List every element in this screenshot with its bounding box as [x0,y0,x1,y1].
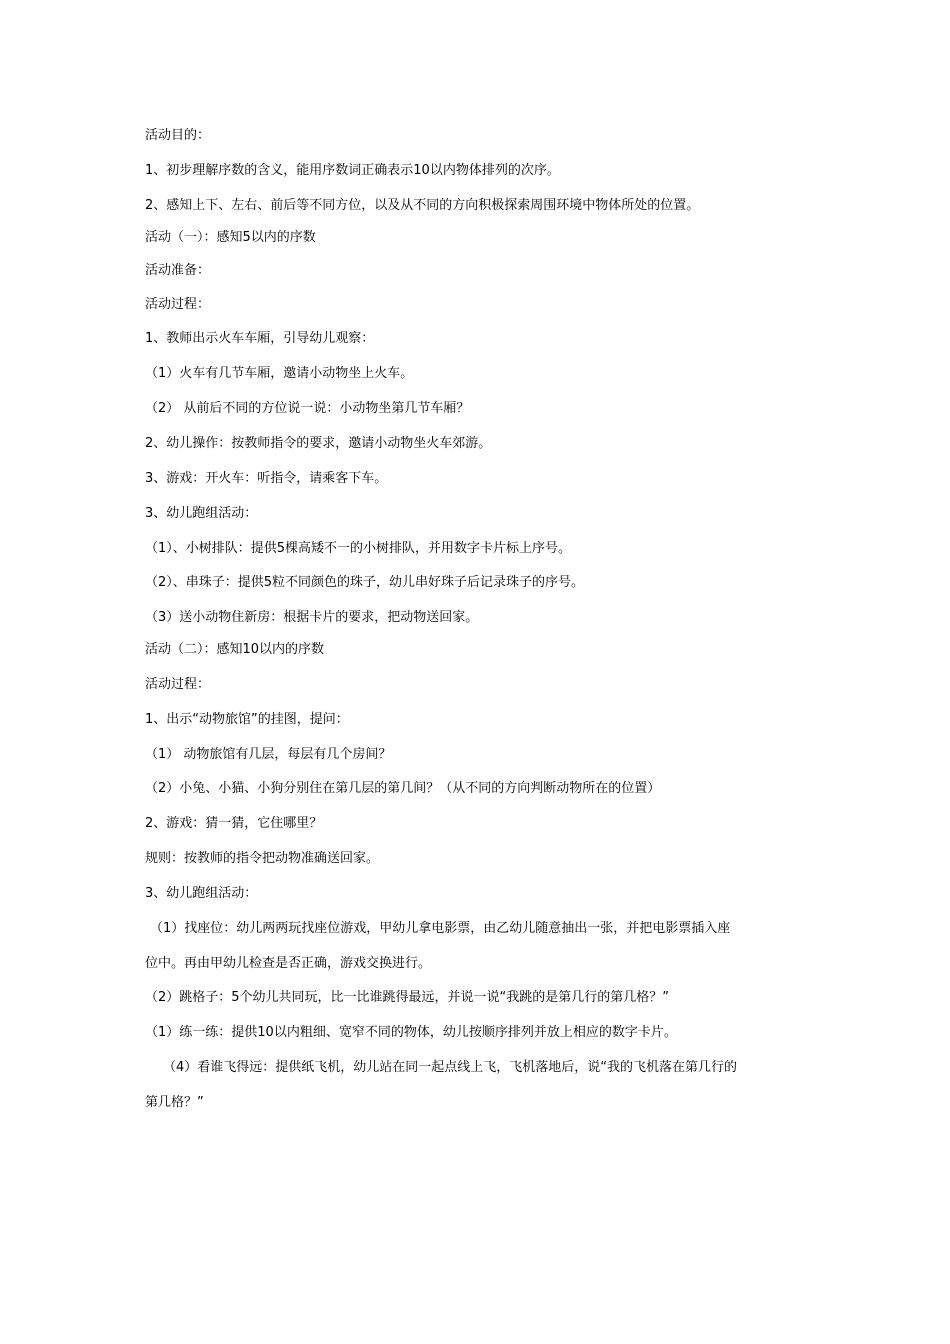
heading-activity-goals: 活动目的： [145,128,211,143]
paragraph-line: （2） 从前后不同的方位说一说：小动物坐第几节车厢？ [145,401,470,416]
paragraph-line: 1、出示“动物旅馆”的挂图，提问： [145,712,349,727]
heading-process: 活动过程： [145,677,211,692]
paragraph-line: （2）小兔、小猫、小狗分别住在第几层的第几间？（从不同的方向判断动物所在的位置） [145,781,661,796]
paragraph-line: 规则：按教师的指令把动物准确送回家。 [145,851,380,866]
paragraph-line: （4）看谁飞得远：提供纸飞机，幼儿站在同一起点线上飞，飞机落地后，说“我的飞机落在第几行的 [163,1060,738,1075]
paragraph-line: （1）找座位：幼儿两两玩找座位游戏，甲幼儿拿电影票，由乙幼儿随意抽出一张，并把电影票插入座 [150,921,731,936]
heading-activity-two: 活动（二）：感知10以内的序数 [145,642,325,657]
heading-activity-one: 活动（一）：感知5以内的序数 [145,230,316,245]
paragraph-line: （2）、串珠子：提供5粒不同颜色的珠子，幼儿串好珠子后记录珠子的序号。 [145,575,585,590]
paragraph-line: 第几格？” [145,1095,204,1110]
paragraph-line: 位中。再由甲幼儿检查是否正确，游戏交换进行。 [145,956,432,971]
paragraph-line: （1）练一练：提供10以内粗细、宽窄不同的物体，幼儿按顺序排列并放上相应的数字卡片。 [145,1025,677,1040]
paragraph-line: 1、教师出示火车车厢，引导幼儿观察： [145,331,375,346]
paragraph-line: （2）跳格子：5个幼儿共同玩，比一比谁跳得最远，并说一说“我跳的是第几行的第几格？” [145,990,670,1005]
paragraph-line: 2、幼儿操作：按教师指令的要求，邀请小动物坐火车郊游。 [145,436,492,451]
paragraph-line: （1）、小树排队：提供5棵高矮不一的小树排队，并用数字卡片标上序号。 [145,541,572,556]
paragraph-line: 2、感知上下、左右、前后等不同方位，以及从不同的方向积极探索周围环境中物体所处的位置。 [145,198,700,213]
paragraph-line: （3）送小动物住新房：根据卡片的要求，把动物送回家。 [145,610,479,625]
paragraph-line: 3、幼儿跑组活动： [145,886,258,901]
heading-process: 活动过程： [145,297,211,312]
paragraph-line: 2、游戏：猜一猜，它住哪里？ [145,816,323,831]
paragraph-line: （1） 动物旅馆有几层，每层有几个房间？ [145,747,392,762]
paragraph-line: 1、初步理解序数的含义，能用序数词正确表示10以内物体排列的次序。 [145,163,560,178]
paragraph-line: 3、游戏：开火车：听指令，请乘客下车。 [145,471,388,486]
paragraph-line: 3、幼儿跑组活动： [145,506,258,521]
heading-preparation: 活动准备： [145,263,211,278]
paragraph-line: （1）火车有几节车厢，邀请小动物坐上火车。 [145,366,414,381]
